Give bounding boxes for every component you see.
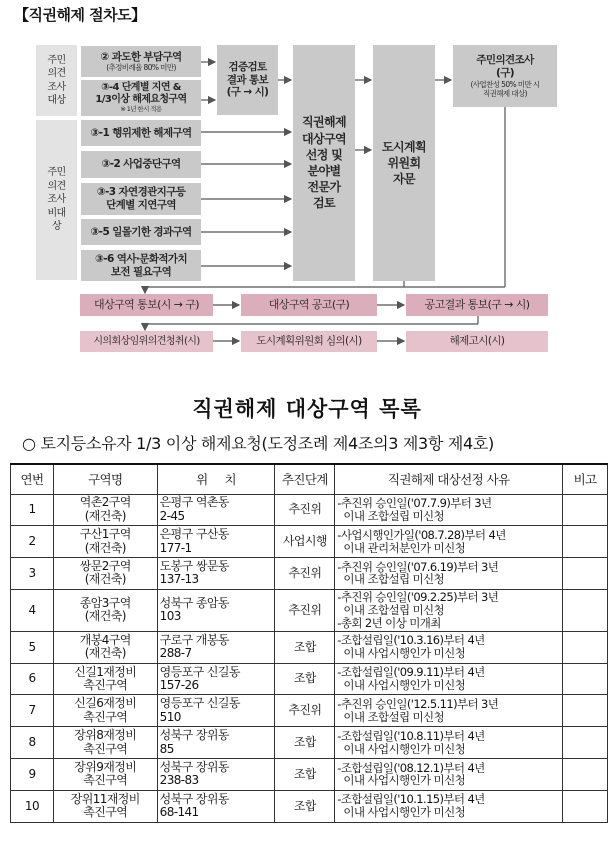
- row-name-line2: 촉진구역: [83, 709, 128, 724]
- row-location-line2: 177-1: [159, 540, 192, 555]
- row-reason: [335, 695, 563, 727]
- row-no: 8: [11, 727, 54, 759]
- row-reason-line1: -조합설립일('08.12.1)부터 4년: [337, 760, 485, 775]
- table-row: [11, 695, 608, 727]
- row-reason-line2: 이내 조합설립 미신청: [337, 508, 445, 523]
- resident-survey-title: 주민의견조사 (구): [476, 54, 534, 79]
- row-location-line1: 은평구 역촌동: [159, 495, 229, 510]
- flow-item-project-suspended: ③-2 사업중단구역: [81, 151, 201, 178]
- table-header-row: [11, 464, 608, 494]
- row-reason-line2: 이내 사업시행인가 미신청: [337, 646, 466, 661]
- row-location: [157, 558, 275, 590]
- row-no: 10: [11, 790, 54, 822]
- row-name-line2: 촉진구역: [83, 678, 128, 693]
- row-location-line2: 85: [159, 741, 174, 756]
- table-row: [11, 526, 608, 558]
- flow-item-scenic-district: ③-3 자연경관지구등 단계별 지연구역: [81, 183, 201, 215]
- row-reason-line3: -총회 2년 이상 미개최: [337, 615, 441, 630]
- procedure-flowchart: [0, 0, 614, 360]
- row-location: [157, 663, 275, 695]
- flow-item-sunset-expired: ③-5 일몰기한 경과구역: [81, 219, 201, 245]
- row-reason-line2: 이내 사업시행인가 미신청: [337, 741, 466, 756]
- table-row: [11, 663, 608, 695]
- row-name-line2: (재건축): [84, 646, 126, 661]
- flow-item-excessive-burden: [81, 46, 201, 77]
- row-stage: 조합: [275, 631, 335, 663]
- row-note: [563, 631, 608, 663]
- row-reason-line2: 이내 사업시행인가 미신청: [337, 678, 466, 693]
- row-location: [157, 695, 275, 727]
- row-location: [157, 790, 275, 822]
- row-no: 7: [11, 695, 54, 727]
- list-title: 직권해제 대상구역 목록: [192, 397, 422, 421]
- row-name: [53, 631, 157, 663]
- row-reason-line1: -사업시행인가일('08.7.28)부터 4년: [337, 527, 506, 542]
- table-body: [11, 494, 608, 822]
- row-reason: [335, 494, 563, 526]
- row-note: [563, 526, 608, 558]
- row-name-line2: 촉진구역: [83, 805, 128, 820]
- row-no: 2: [11, 526, 54, 558]
- row-name: [53, 589, 157, 631]
- row-name-line2: (재건축): [84, 572, 126, 587]
- row-name-line2: (재건축): [84, 540, 126, 555]
- row-reason: [335, 631, 563, 663]
- row-location-line2: 137-13: [159, 572, 199, 587]
- flow-item-stage-delay: [81, 80, 201, 116]
- row-name: [53, 526, 157, 558]
- row-location-line2: 510: [159, 709, 181, 724]
- row-reason-line2: 이내 사업시행인가 미신청: [337, 805, 466, 820]
- row-name: [53, 695, 157, 727]
- row-reason-line2: 이내 조합설립 미신청: [337, 602, 445, 617]
- row-name-line1: 구산1구역: [79, 527, 131, 542]
- col-header-reason: 직권해제 대상선정 사유: [335, 464, 563, 494]
- row-reason: [335, 526, 563, 558]
- col-header-stage: 추진단계: [275, 464, 335, 494]
- resident-survey-sub: (사업찬성 50% 미만 시 직권해제 대상): [470, 79, 540, 98]
- table-row: [11, 631, 608, 663]
- row-location-line1: 은평구 구산동: [159, 527, 229, 542]
- row-location-line1: 도봉구 쌍문동: [159, 559, 229, 574]
- selection-review-box: 직권해제 대상구역 선정 및 분야별 전문가 검토: [293, 45, 355, 281]
- table-row: [11, 759, 608, 791]
- row-name-line1: 신길1재정비: [74, 664, 137, 679]
- row-reason-line2: 이내 조합설립 미신청: [337, 709, 445, 724]
- row-name: [53, 759, 157, 791]
- resident-survey-box: [453, 45, 557, 107]
- row-reason-line1: -추진위 승인일('07.6.19)부터 3년: [337, 559, 499, 574]
- col-header-no: 연번: [11, 464, 54, 494]
- row-reason: [335, 589, 563, 631]
- row-name-line1: 쌍문2구역: [79, 559, 131, 574]
- row-name-line1: 종암3구역: [79, 595, 131, 610]
- flow-item-title: ② 과도한 부담구역: [100, 50, 182, 63]
- flow-item-heritage-value: ③-6 역사·문화적가치 보전 필요구역: [81, 250, 201, 281]
- row-stage: 조합: [275, 663, 335, 695]
- row-no: 4: [11, 589, 54, 631]
- row-note: [563, 727, 608, 759]
- step-notify-result: 공고결과 통보(구 → 시): [406, 294, 548, 316]
- row-stage: 추진위: [275, 494, 335, 526]
- survey-target-label: 주민 의견 조사 대상: [36, 45, 77, 116]
- row-name-line1: 장위9재정비: [74, 760, 137, 775]
- step-announce-target: 대상구역 공고(구): [241, 294, 377, 316]
- row-location: [157, 631, 275, 663]
- row-name: [53, 727, 157, 759]
- step-release-notice: 해제고시(시): [406, 331, 548, 352]
- step-committee-deliberation: 도시계획위원회 심의(시): [241, 331, 377, 352]
- table-row: [11, 494, 608, 526]
- row-stage: 조합: [275, 759, 335, 791]
- row-no: 9: [11, 759, 54, 791]
- row-name-line2: (재건축): [84, 508, 126, 523]
- table-row: [11, 589, 608, 631]
- row-reason: [335, 727, 563, 759]
- col-header-name: 구역명: [53, 464, 157, 494]
- row-name: [53, 494, 157, 526]
- non-survey-target-label: 주민 의견 조사 비대 상: [36, 120, 77, 280]
- flow-item-restriction-lifted: ③-1 행위제한 해제구역: [81, 120, 201, 146]
- row-name-line2: 촉진구역: [83, 741, 128, 756]
- district-table: [10, 463, 608, 823]
- row-stage: 조합: [275, 790, 335, 822]
- row-reason-line1: -조합설립일('09.9.11)부터 4년: [337, 665, 485, 680]
- row-location-line1: 구로구 개봉동: [159, 632, 229, 647]
- row-reason-line1: -조합설립일('10.3.16)부터 4년: [337, 633, 485, 648]
- flow-item-sub: ※ 1년 한시 적용: [120, 105, 162, 114]
- row-location-line2: 103: [159, 609, 181, 624]
- row-note: [563, 759, 608, 791]
- row-name-line1: 장위8재정비: [74, 728, 137, 743]
- row-reason: [335, 759, 563, 791]
- row-reason-line1: -조합설립일('10.1.15)부터 4년: [337, 792, 485, 807]
- row-location: [157, 526, 275, 558]
- row-location-line2: 238-83: [159, 773, 199, 788]
- row-name-line1: 개봉4구역: [79, 632, 131, 647]
- row-stage: 추진위: [275, 589, 335, 631]
- col-header-note: 비고: [563, 464, 608, 494]
- row-location-line2: 68-141: [159, 805, 199, 820]
- row-name-line1: 역촌2구역: [79, 495, 131, 510]
- row-stage: 추진위: [275, 558, 335, 590]
- committee-consult-box: 도시계획 위원회 자문: [373, 45, 435, 281]
- row-location-line2: 157-26: [159, 678, 199, 693]
- row-name: [53, 558, 157, 590]
- row-reason-line1: -추진위 승인일('12.5.11)부터 3년: [337, 697, 499, 711]
- row-location-line1: 성북구 종암동: [159, 595, 229, 610]
- step-notify-target: 대상구역 통보(시 → 구): [80, 294, 213, 316]
- row-stage: 조합: [275, 727, 335, 759]
- row-note: [563, 558, 608, 590]
- row-location-line2: 2-45: [159, 508, 185, 523]
- row-no: 6: [11, 663, 54, 695]
- row-name-line2: 촉진구역: [83, 773, 128, 788]
- row-name: [53, 790, 157, 822]
- row-stage: 추진위: [275, 695, 335, 727]
- row-reason-line2: 이내 조합설립 미신청: [337, 572, 445, 587]
- row-reason: [335, 790, 563, 822]
- row-location-line1: 영등포구 신길동: [159, 696, 240, 711]
- row-reason-line2: 이내 관리처분인가 미신청: [337, 540, 466, 555]
- row-location-line2: 288-7: [159, 646, 192, 661]
- row-location-line1: 성북구 장위동: [159, 728, 229, 743]
- table-row: [11, 790, 608, 822]
- row-name-line1: 장위11재정비: [70, 791, 140, 806]
- row-no: 1: [11, 494, 54, 526]
- row-location-line1: 성북구 장위동: [159, 760, 229, 775]
- col-header-location: 위 치: [157, 464, 275, 494]
- row-location: [157, 494, 275, 526]
- row-note: [563, 589, 608, 631]
- flow-item-sub: (추정비례율 80% 미만): [106, 63, 176, 73]
- row-reason-line1: -조합설립일('10.8.11)부터 4년: [337, 728, 485, 743]
- table-row: [11, 727, 608, 759]
- row-location: [157, 589, 275, 631]
- row-note: [563, 494, 608, 526]
- row-no: 3: [11, 558, 54, 590]
- row-note: [563, 790, 608, 822]
- step-council-hearing: 시의회상임위의견청취(시): [80, 331, 213, 352]
- review-notice-box: 검증검토 결과 통보 (구 → 시): [217, 45, 278, 115]
- page-heading: 【직권해제 절차도】: [14, 6, 146, 24]
- row-reason-line1: -추진위 승인일('09.2.25)부터 3년: [337, 590, 499, 605]
- row-location: [157, 727, 275, 759]
- row-reason: [335, 663, 563, 695]
- flow-item-title: ③-4 단계별 지연 & 1/3이상 해제요청구역: [95, 82, 187, 106]
- row-name-line2: (재건축): [84, 609, 126, 624]
- row-no: 5: [11, 631, 54, 663]
- row-note: [563, 663, 608, 695]
- list-subtitle: ○ 토지등소유자 1/3 이상 해제요청(도정조례 제4조의3 제3항 제4호): [22, 434, 495, 453]
- row-reason: [335, 558, 563, 590]
- row-location-line1: 성북구 장위동: [159, 791, 229, 806]
- row-stage: 사업시행: [275, 526, 335, 558]
- row-location: [157, 759, 275, 791]
- row-reason-line2: 이내 사업시행인가 미신청: [337, 773, 466, 788]
- row-note: [563, 695, 608, 727]
- table-row: [11, 558, 608, 590]
- row-location-line1: 영등포구 신길동: [159, 664, 240, 679]
- row-name: [53, 663, 157, 695]
- row-name-line1: 신길6재정비: [74, 696, 137, 711]
- row-reason-line1: -추진위 승인일('07.7.9)부터 3년: [337, 496, 492, 511]
